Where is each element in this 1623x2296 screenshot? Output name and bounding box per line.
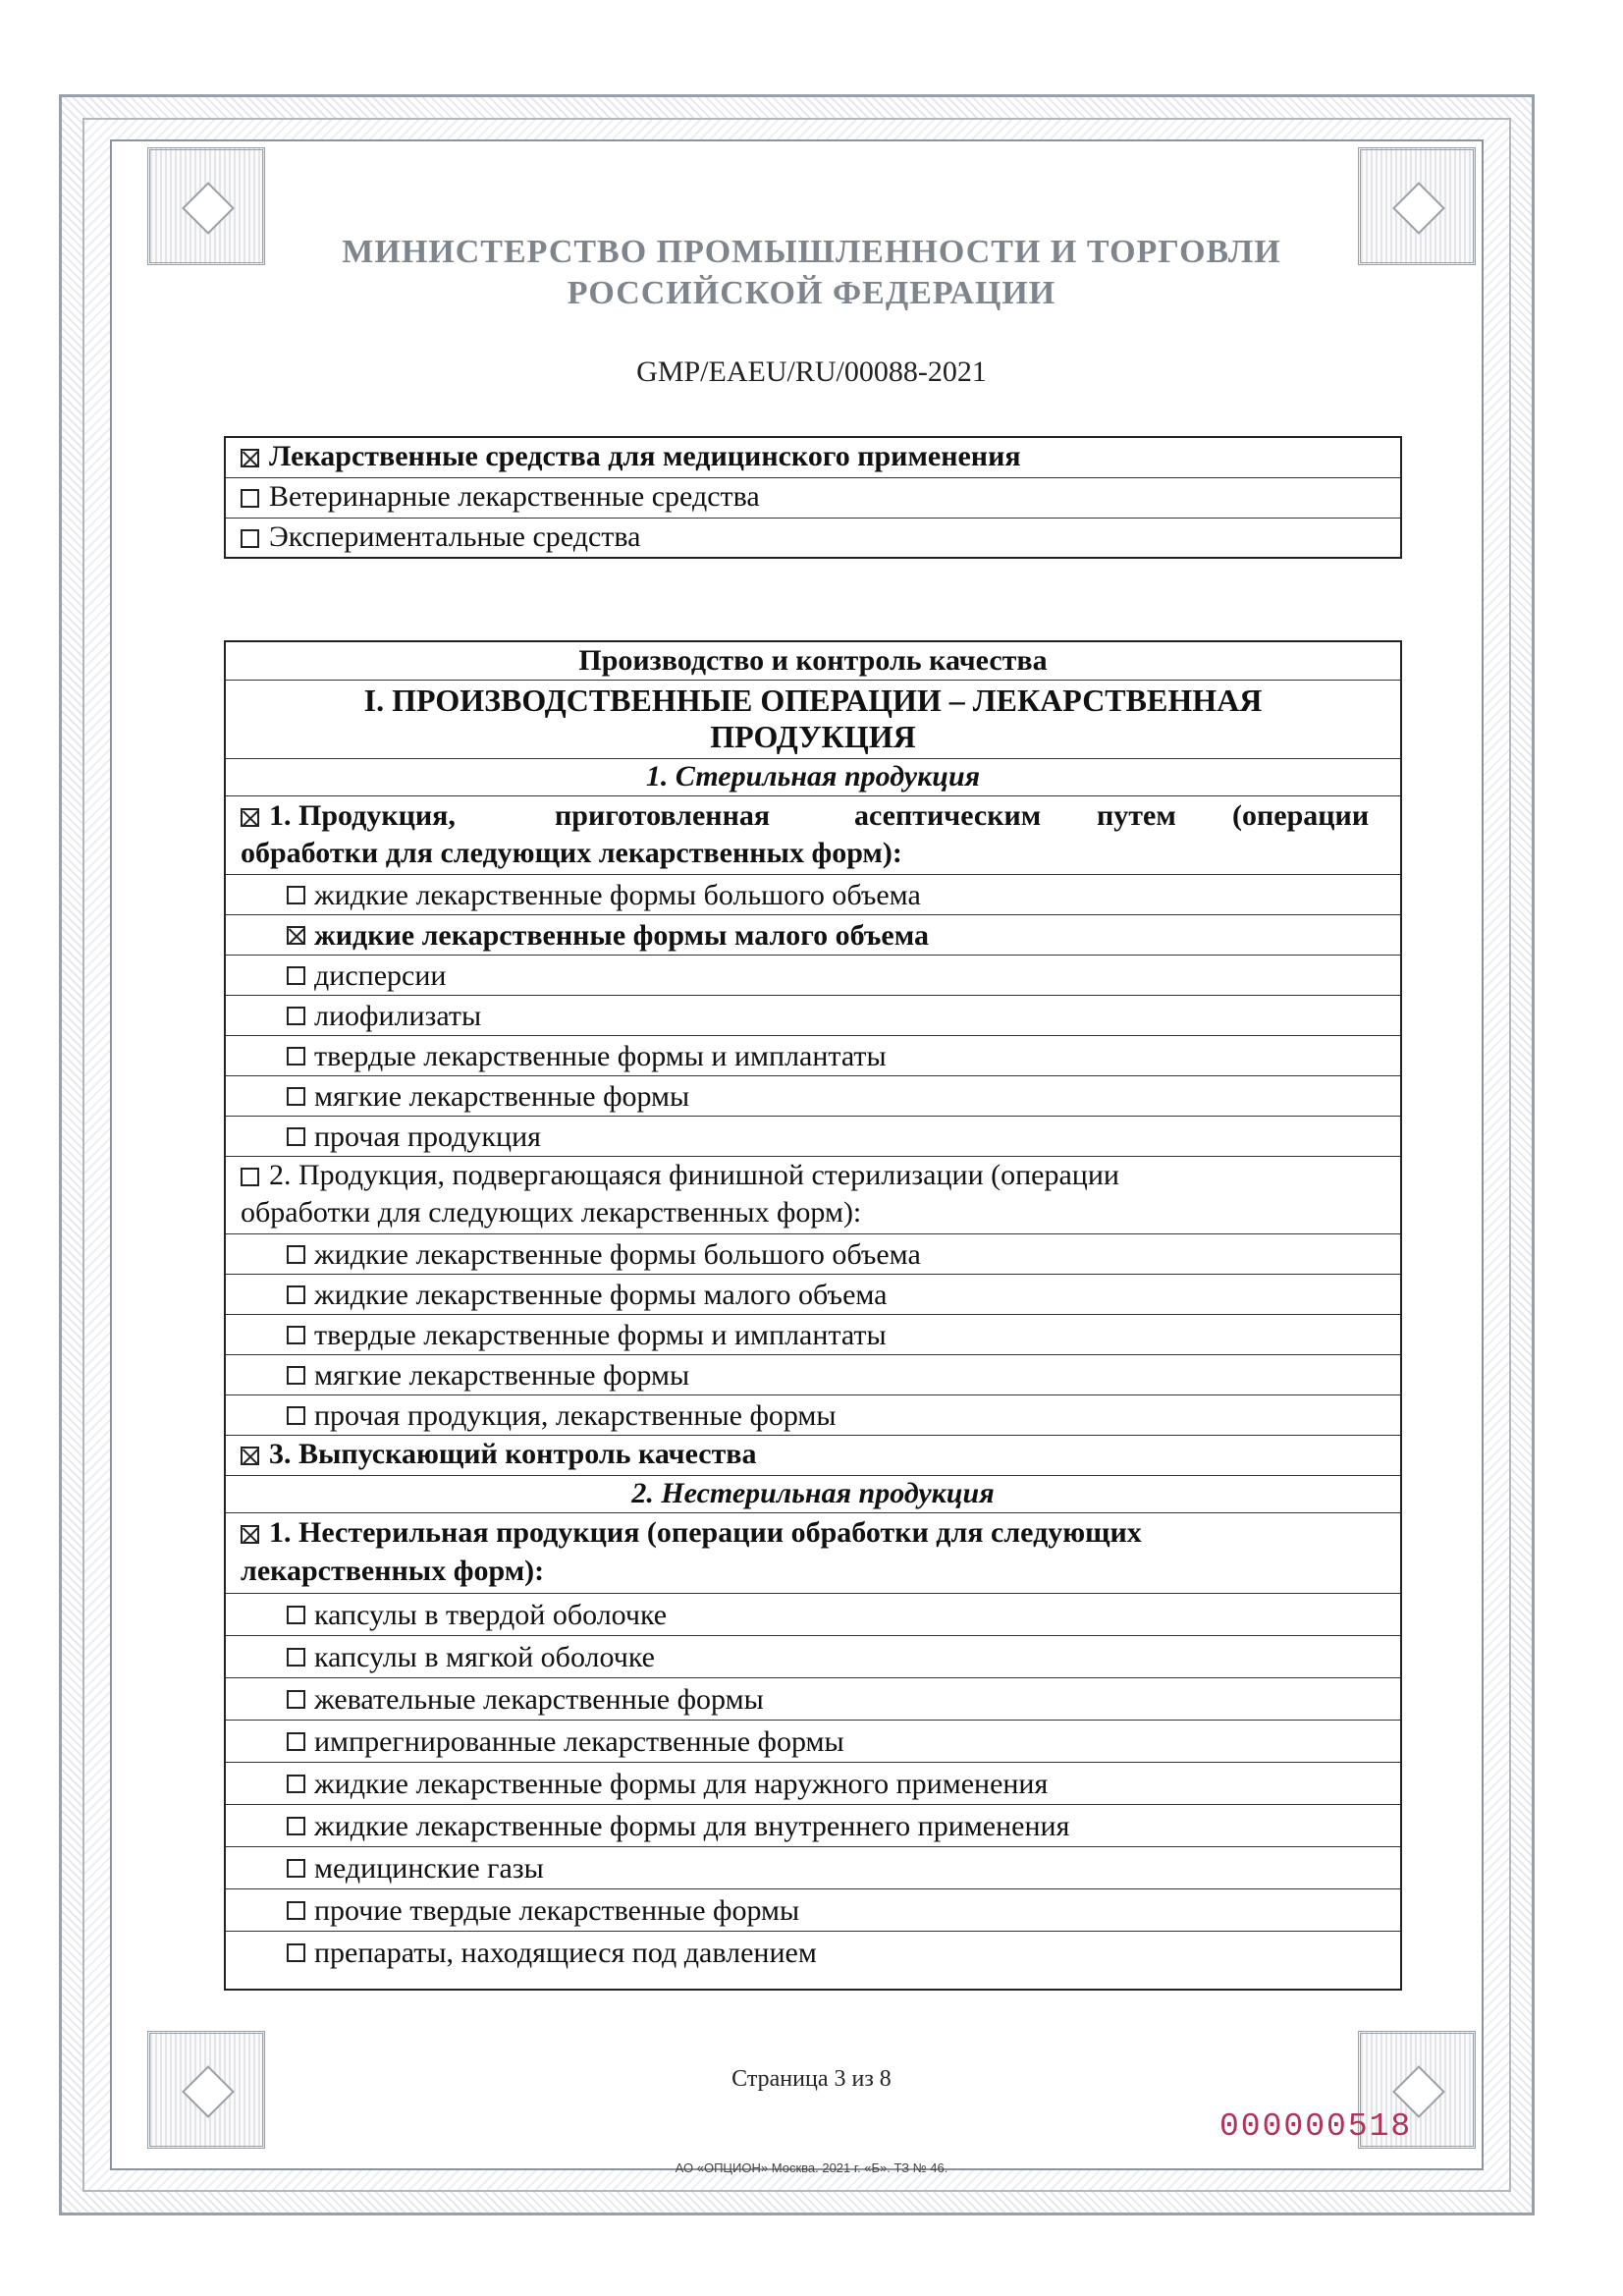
terminal-line2: обработки для следующих лекарственных форм): xyxy=(241,1196,862,1229)
form-item-row xyxy=(226,1076,1400,1117)
form-item-checkbox[interactable] xyxy=(287,1245,305,1264)
form-item-label: медицинские газы xyxy=(314,1852,544,1885)
form-item-row xyxy=(226,915,1400,956)
form-item-label: жидкие лекарственные формы для наружного применения xyxy=(314,1768,1049,1800)
form-item-label: твердые лекарственные формы и имплантаты xyxy=(314,1040,887,1072)
form-item-label: жидкие лекарственные формы большого объема xyxy=(314,879,921,911)
form-item-checkbox[interactable] xyxy=(287,1087,305,1106)
aseptic-word: 1. Продукция, xyxy=(269,799,456,832)
release-control-row xyxy=(226,1436,1400,1476)
form-item-checkbox[interactable] xyxy=(287,1366,305,1385)
aseptic-word: путем xyxy=(1097,799,1176,832)
nonsterile-line1: 1. Нестерильная продукция (операции обработки для следующих xyxy=(269,1516,1142,1549)
terminal-line1: 2. Продукция, подвергающаяся финишной стерилизации (операции xyxy=(269,1159,1119,1191)
form-item-checkbox[interactable] xyxy=(287,1047,305,1066)
form-item-checkbox[interactable] xyxy=(287,886,305,904)
form-item-row xyxy=(226,1117,1400,1157)
terminal-sterilization-checkbox[interactable] xyxy=(241,1168,259,1186)
form-item-label: прочие твердые лекарственные формы xyxy=(314,1894,800,1927)
section-title-line2: ПРОДУКЦИЯ xyxy=(710,719,916,754)
form-item-label: капсулы в твердой оболочке xyxy=(314,1599,668,1631)
release-control-label: 3. Выпускающий контроль качества xyxy=(269,1438,757,1470)
subsection-header-row xyxy=(226,1476,1400,1513)
aseptic-row xyxy=(226,796,1400,875)
form-item-row xyxy=(226,1721,1400,1763)
category-checkbox[interactable] xyxy=(241,449,259,467)
product-category-box xyxy=(224,436,1402,559)
ministry-title-line1: МИНИСТЕРСТВО ПРОМЫШЛЕННОСТИ И ТОРГОВЛИ xyxy=(342,234,1281,270)
form-item-label: мягкие лекарственные формы xyxy=(314,1080,690,1113)
nonsterile-products-header: 2. Нестерильная продукция xyxy=(631,1477,995,1509)
form-item-checkbox[interactable] xyxy=(287,1732,305,1751)
category-label: Лекарственные средства для медицинского применения xyxy=(269,440,1021,472)
form-item-row xyxy=(226,996,1400,1036)
form-item-label: капсулы в мягкой оболочке xyxy=(314,1641,655,1673)
category-label: Ветеринарные лекарственные средства xyxy=(269,480,760,513)
terminal-sterilization-row xyxy=(226,1156,1400,1234)
form-item-checkbox[interactable] xyxy=(287,1285,305,1304)
nonsterile-line2: лекарственных форм): xyxy=(241,1555,545,1587)
form-item-row xyxy=(226,1805,1400,1847)
page-number: Страница 3 из 8 xyxy=(731,2066,892,2092)
release-control-checkbox[interactable] xyxy=(241,1447,259,1465)
form-item-label: препараты, находящиеся под давлением xyxy=(314,1937,817,1969)
form-item-row xyxy=(226,1355,1400,1395)
serial-number: 000000518 xyxy=(1219,2108,1413,2145)
category-label: Экспериментальные средства xyxy=(269,520,641,553)
form-item-label: лиофилизаты xyxy=(314,1000,482,1032)
form-item-row xyxy=(226,1594,1400,1636)
form-item-row xyxy=(226,1932,1400,1974)
category-row xyxy=(226,478,1400,519)
form-item-label: жидкие лекарственные формы малого объема xyxy=(314,919,929,952)
form-item-row xyxy=(226,1036,1400,1076)
form-item-row xyxy=(226,875,1400,915)
certificate-number: GMP/EAEU/RU/00088-2021 xyxy=(636,355,987,388)
nonsterile-checkbox[interactable] xyxy=(241,1525,259,1544)
ministry-title-line2: РОССИЙСКОЙ ФЕДЕРАЦИИ xyxy=(567,275,1056,311)
form-item-row xyxy=(226,1847,1400,1889)
subsection-header-row xyxy=(226,759,1400,796)
form-item-row xyxy=(226,1315,1400,1355)
form-item-checkbox[interactable] xyxy=(287,1606,305,1624)
sterile-products-header: 1. Стерильная продукция xyxy=(645,760,981,793)
form-item-row xyxy=(226,1636,1400,1678)
form-item-checkbox[interactable] xyxy=(287,1775,305,1793)
manufacturing-operations-box xyxy=(224,640,1402,1991)
aseptic-word: асептическим xyxy=(854,799,1042,832)
form-item-checkbox[interactable] xyxy=(287,1690,305,1709)
ministry-title xyxy=(0,232,1623,314)
aseptic-line2: обработки для следующих лекарственных форм): xyxy=(241,837,902,869)
form-item-checkbox[interactable] xyxy=(287,966,305,985)
form-item-checkbox[interactable] xyxy=(287,1648,305,1667)
form-item-checkbox[interactable] xyxy=(287,1007,305,1025)
form-item-label: мягкие лекарственные формы xyxy=(314,1359,690,1392)
category-checkbox[interactable] xyxy=(241,529,259,548)
form-item-checkbox[interactable] xyxy=(287,1817,305,1835)
printer-imprint: АО «ОПЦИОН» Москва. 2021 г. «Б». ТЗ № 46. xyxy=(675,2160,948,2175)
form-item-label: дисперсии xyxy=(314,959,447,992)
category-row xyxy=(226,519,1400,559)
category-checkbox[interactable] xyxy=(241,489,259,508)
form-item-row xyxy=(226,1395,1400,1436)
form-item-label: твердые лекарственные формы и имплантаты xyxy=(314,1319,887,1351)
aseptic-word: приготовленная xyxy=(555,799,771,832)
form-item-checkbox[interactable] xyxy=(287,1406,305,1425)
form-item-label: импрегнированные лекарственные формы xyxy=(314,1725,844,1758)
form-item-checkbox[interactable] xyxy=(287,1859,305,1878)
form-item-label: жидкие лекарственные формы большого объема xyxy=(314,1238,921,1271)
form-item-checkbox[interactable] xyxy=(287,1943,305,1962)
aseptic-checkbox[interactable] xyxy=(241,808,259,827)
section-heading-row xyxy=(226,642,1400,681)
form-item-label: жидкие лекарственные формы малого объема xyxy=(314,1279,888,1311)
form-item-label: прочая продукция xyxy=(314,1121,541,1153)
form-item-row xyxy=(226,1763,1400,1805)
form-item-label: жидкие лекарственные формы для внутреннего применения xyxy=(314,1810,1070,1842)
form-item-row xyxy=(226,1889,1400,1932)
form-item-label: жевательные лекарственные формы xyxy=(314,1683,764,1716)
section-title-line1: I. ПРОИЗВОДСТВЕННЫЕ ОПЕРАЦИИ – ЛЕКАРСТВЕННАЯ xyxy=(363,683,1263,718)
aseptic-word: (операции xyxy=(1232,799,1370,832)
form-item-row xyxy=(226,956,1400,996)
form-item-label: прочая продукция, лекарственные формы xyxy=(314,1399,837,1432)
form-item-checkbox[interactable] xyxy=(287,1127,305,1146)
nonsterile-row xyxy=(226,1513,1400,1594)
form-item-row xyxy=(226,1275,1400,1315)
section-heading: Производство и контроль качества xyxy=(578,644,1048,677)
form-item-checkbox[interactable] xyxy=(287,1901,305,1920)
form-item-row xyxy=(226,1678,1400,1721)
category-row xyxy=(226,438,1400,478)
form-item-checkbox[interactable] xyxy=(287,1326,305,1344)
form-item-checkbox[interactable] xyxy=(287,926,305,945)
form-item-row xyxy=(226,1234,1400,1275)
section-title-row xyxy=(226,681,1400,759)
